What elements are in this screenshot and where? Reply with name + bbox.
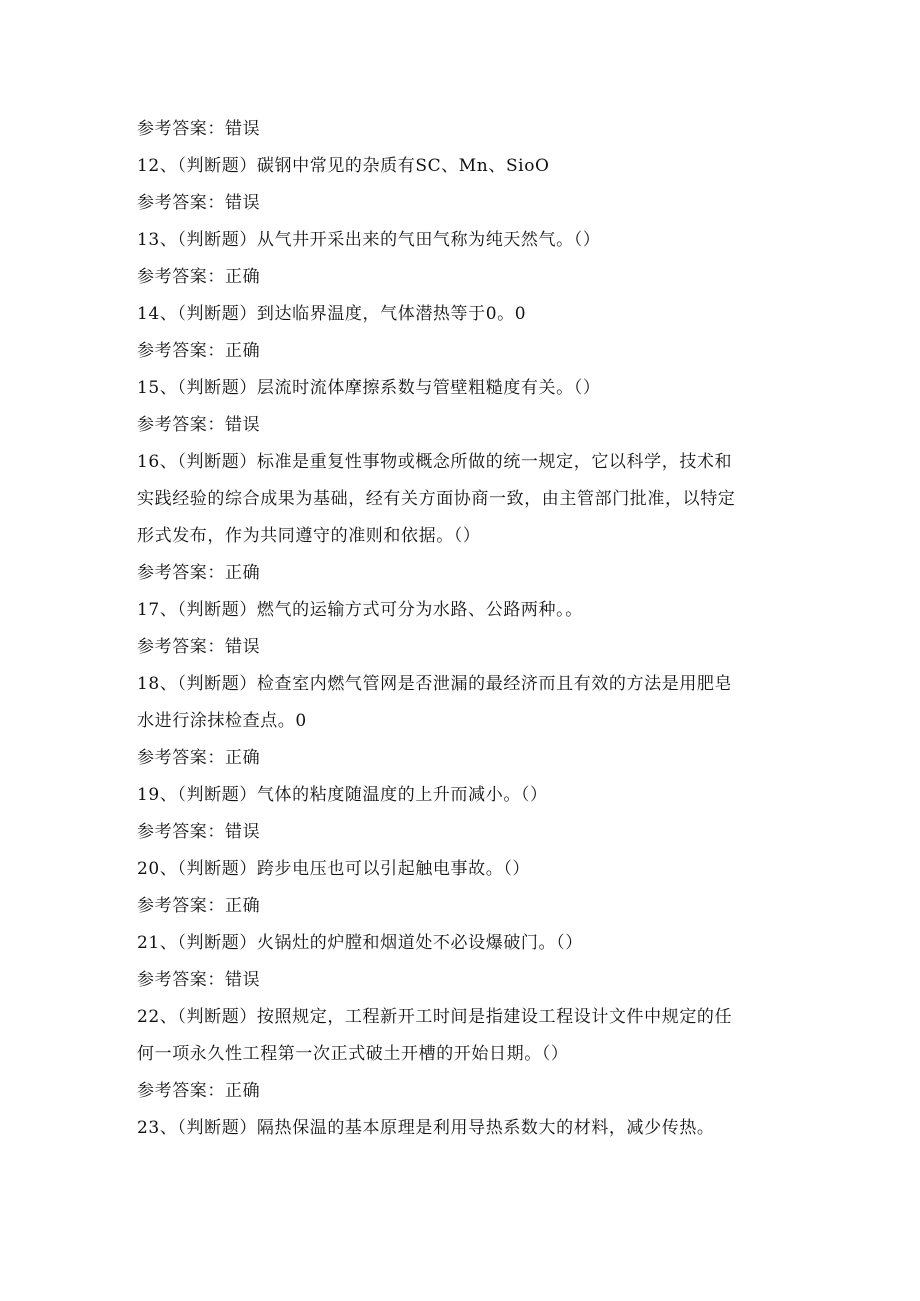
question-text-line: 22、（判断题）按照规定，工程新开工时间是指建设工程设计文件中规定的任	[137, 1007, 733, 1027]
question-item	[137, 777, 777, 814]
question-item	[137, 592, 777, 629]
question-item	[137, 666, 777, 740]
question-text-line: 17、（判断题）燃气的运输方式可分为水路、公路两种。。	[137, 600, 583, 620]
question-list	[137, 111, 777, 1147]
question-item	[137, 851, 777, 888]
answer-line: 参考答案：错误	[137, 119, 261, 139]
question-text-line: 实践经验的综合成果为基础，经有关方面协商一致，由主管部门批准，以特定	[137, 489, 736, 509]
question-text-line: 23、（判断题）隔热保温的基本原理是利用导热系数大的材料，减少传热。	[137, 1118, 715, 1138]
answer-line: 参考答案：错误	[137, 637, 261, 657]
answer-line: 参考答案：正确	[137, 267, 261, 287]
answer-line: 参考答案：错误	[137, 970, 261, 990]
question-text-line: 19、（判断题）气体的粘度随温度的上升而减小。（）	[137, 785, 548, 805]
answer-line: 参考答案：正确	[137, 748, 261, 768]
question-text-line: 16、（判断题）标准是重复性事物或概念所做的统一规定，它以科学，技术和	[137, 452, 733, 472]
question-text-line: 13、（判断题）从气井开采出来的气田气称为纯天然气。（）	[137, 230, 601, 250]
question-text-line: 12、（判断题）碳钢中常见的杂质有SC、Mn、SioO	[137, 156, 550, 176]
question-item	[137, 222, 777, 259]
answer-line: 参考答案：正确	[137, 563, 261, 583]
question-item	[137, 296, 777, 333]
question-text-line: 21、（判断题）火锅灶的炉膛和烟道处不必设爆破门。（）	[137, 933, 583, 953]
question-item	[137, 925, 777, 962]
answer-line: 参考答案：错误	[137, 415, 261, 435]
question-text-line: 15、（判断题）层流时流体摩擦系数与管壁粗糙度有关。（）	[137, 378, 601, 398]
question-item	[137, 370, 777, 407]
answer-line: 参考答案：错误	[137, 822, 261, 842]
question-text-line: 水进行涂抹检查点。0	[137, 711, 307, 731]
question-item	[137, 444, 777, 555]
answer-line: 参考答案：正确	[137, 896, 261, 916]
answer-line: 参考答案：正确	[137, 341, 261, 361]
question-item	[137, 1110, 777, 1147]
answer-line: 参考答案：错误	[137, 193, 261, 213]
question-item	[137, 999, 777, 1073]
question-text-line: 形式发布，作为共同遵守的准则和依据。（）	[137, 526, 481, 546]
question-text-line: 20、（判断题）跨步电压也可以引起触电事故。（）	[137, 859, 531, 879]
question-text-line: 18、（判断题）检查室内燃气管网是否泄漏的最经济而且有效的方法是用肥皂	[137, 674, 733, 694]
question-item	[137, 148, 777, 185]
answer-line: 参考答案：正确	[137, 1081, 261, 1101]
question-text-line: 14、（判断题）到达临界温度，气体潜热等于0。0	[137, 304, 527, 324]
question-text-line: 何一项永久性工程第一次正式破土开槽的开始日期。（）	[137, 1044, 569, 1064]
